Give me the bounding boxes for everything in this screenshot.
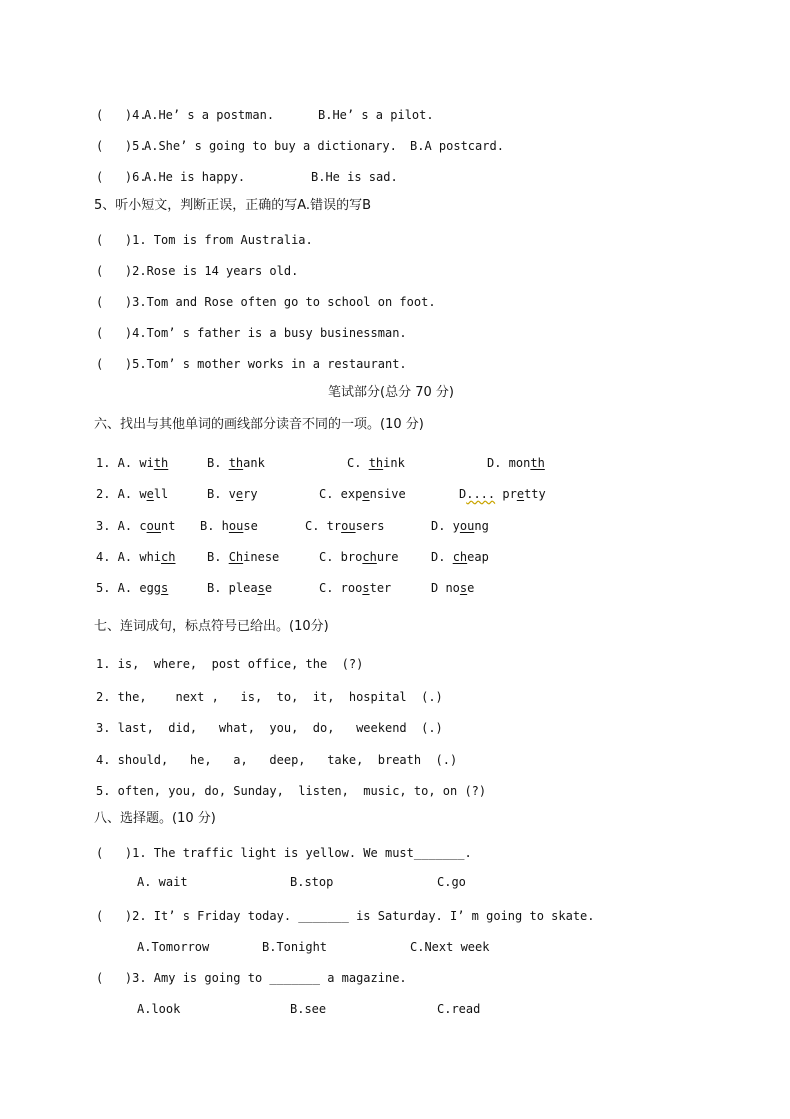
section5-item-3: ( )3.Tom and Rose often go to school on foot. xyxy=(96,295,436,309)
listening-q4-number: ( )4. xyxy=(96,108,147,122)
section8-q2-option-a: A.Tomorrow xyxy=(137,940,210,954)
section6-row-5-option-b: B. please xyxy=(207,581,273,595)
section7-item-4: 4. should, he, a, deep, take, breath (.) xyxy=(96,753,458,767)
section6-row-5-option-a: 5. A. eggs xyxy=(96,581,169,595)
section8-q1-option-c: C.go xyxy=(437,875,466,889)
section7-item-1: 1. is, where, post office, the (?) xyxy=(96,657,364,671)
section6-row-2-option-d: D.... pretty xyxy=(459,487,546,501)
section8-q1-blank: _______. xyxy=(413,846,472,860)
listening-q4-option-b: B.He’ s a pilot. xyxy=(318,108,434,122)
section8-heading: 八、选择题。(10 分) xyxy=(94,811,216,826)
section6-row-5-option-d: D nose xyxy=(431,581,475,595)
section6-row-3-option-a: 3. A. count xyxy=(96,519,176,533)
section8-q2-stem: ( )2. It’ s Friday today. _______ is Saturday. I’ m going to skate. xyxy=(96,909,595,923)
section6-row-5-option-c: C. rooster xyxy=(319,581,392,595)
listening-q4-option-a: A.He’ s a postman. xyxy=(144,108,275,122)
listening-q5-option-b: B.A postcard. xyxy=(410,139,504,153)
section6-row-2-option-b: B. very xyxy=(207,487,258,501)
section7-item-3: 3. last, did, what, you, do, weekend (.) xyxy=(96,721,443,735)
section8-q3-option-c: C.read xyxy=(437,1002,481,1016)
section5-item-2: ( )2.Rose is 14 years old. xyxy=(96,264,299,278)
section6-heading: 六、找出与其他单词的画线部分读音不同的一项。(10 分) xyxy=(94,417,424,432)
section5-item-5: ( )5.Tom’ s mother works in a restaurant. xyxy=(96,357,407,371)
section8-q2-option-c: C.Next week xyxy=(410,940,490,954)
section7-item-5: 5. often, you, do, Sunday, listen, music, to, on (?) xyxy=(96,784,487,798)
section6-row-1-option-d: D. month xyxy=(487,456,545,470)
section6-row-2-option-c: C. expensive xyxy=(319,487,406,501)
listening-q6-option-b: B.He is sad. xyxy=(311,170,398,184)
section8-q3-option-a: A.look xyxy=(137,1002,181,1016)
section6-row-2-option-a: 2. A. well xyxy=(96,487,169,501)
section5-item-4: ( )4.Tom’ s father is a busy businessman. xyxy=(96,326,407,340)
section7-item-2: 2. the, next , is, to, it, hospital (.) xyxy=(96,690,443,704)
listening-q6-option-a: A.He is happy. xyxy=(144,170,246,184)
section8-q1-option-b: B.stop xyxy=(290,875,334,889)
section8-q1-stem: ( )1. The traffic light is yellow. We must_______. xyxy=(96,846,472,860)
written-section-title: 笔试部分(总分 70 分) xyxy=(328,385,454,400)
section8-q3-stem: ( )3. Amy is going to _______ a magazine. xyxy=(96,971,407,985)
section7-heading: 七、连词成句，标点符号已给出。(10分) xyxy=(94,619,329,634)
listening-q5-number: ( )5. xyxy=(96,139,147,153)
section8-q1-option-a: A. wait xyxy=(137,875,188,889)
section6-row-4-option-d: D. cheap xyxy=(431,550,489,564)
listening-q6-number: ( )6. xyxy=(96,170,147,184)
section6-row-1-option-c: C. think xyxy=(347,456,405,470)
section6-row-1-option-b: B. thank xyxy=(207,456,265,470)
listening-q5-option-a: A.She’ s going to buy a dictionary. xyxy=(144,139,397,153)
section8-q2-option-b: B.Tonight xyxy=(262,940,328,954)
section6-row-4-option-a: 4. A. which xyxy=(96,550,176,564)
section6-row-4-option-c: C. brochure xyxy=(319,550,399,564)
section8-q3-option-b: B.see xyxy=(290,1002,327,1016)
section5-item-1: ( )1. Tom is from Australia. xyxy=(96,233,313,247)
section6-row-1-option-a: 1. A. with xyxy=(96,456,169,470)
section6-row-3-option-b: B. house xyxy=(200,519,258,533)
section6-row-3-option-d: D. young xyxy=(431,519,489,533)
section6-row-3-option-c: C. trousers xyxy=(305,519,385,533)
section6-row-4-option-b: B. Chinese xyxy=(207,550,280,564)
section5-heading: 5、听小短文，判断正误，正确的写A.错误的写B xyxy=(94,198,371,213)
